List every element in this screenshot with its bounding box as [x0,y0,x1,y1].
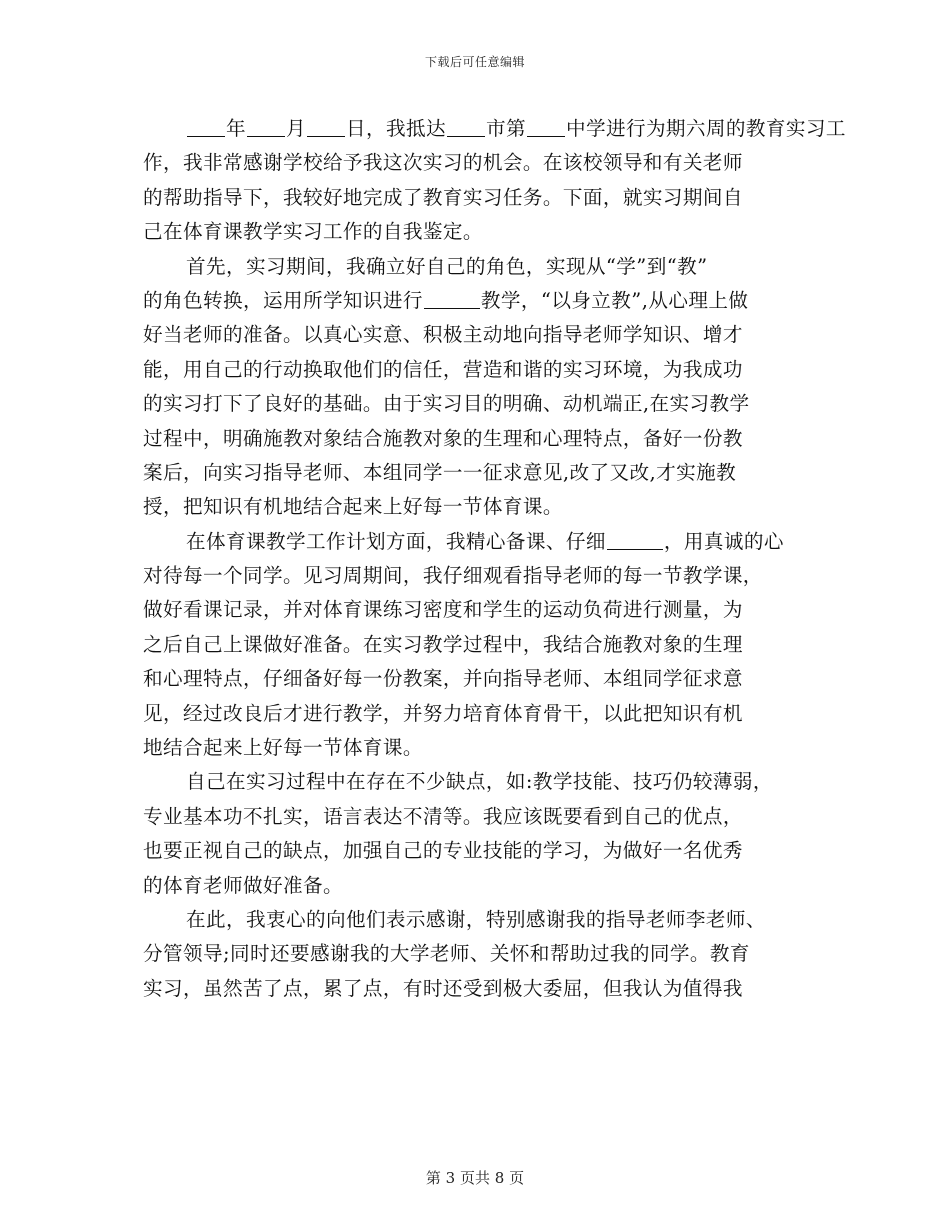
blank-line [247,116,285,137]
text-segment: ，用真诚的心 [663,529,784,553]
paragraph-3-line-2: 对待每一个同学。见习周期间，我仔细观看指导老师的每一节教学课， [143,564,763,588]
paragraph-5-line-3: 实习，虽然苦了点，累了点，有时还受到极大委屈，但我认为值得我 [143,976,743,1000]
text-segment: 日，我抵达 [346,117,446,140]
paragraph-3-line-6: 见，经过改良后才进行教学，并努力培育体育骨干，以此把知识有机 [143,701,743,725]
paragraph-3-line-1 [143,525,813,559]
paragraph-2-line-6: 过程中，明确施教对象结合施教对象的生理和心理特点，备好一份教 [143,426,743,450]
paragraph-2-line-8: 授，把知识有机地结合起来上好每一节体育课。 [143,495,563,519]
paragraph-2-line-4: 能，用自己的行动换取他们的信任，营造和谐的实习环境，为我成功 [143,357,743,381]
page-header: 下载后可任意编辑 [424,55,525,69]
blank-line [424,288,480,309]
paragraph-3-line-4: 之后自己上课做好准备。在实习教学过程中，我结合施教对象的生理 [143,632,743,656]
paragraph-4-line-1: 自己在实习过程中在存在不少缺点，如:教学技能、技巧仍较薄弱， [186,770,773,794]
paragraph-3-line-3: 做好看课记录，并对体育课练习密度和学生的运动负荷进行测量，为 [143,598,743,622]
text-segment: 年 [226,117,246,140]
paragraph-1-line-3: 的帮助指导下，我较好地完成了教育实习任务。下面，就实习期间自 [143,185,743,209]
text-segment: 市第 [485,117,526,140]
paragraph-3-line-5: 和心理特点，仔细备好每一份教案，并向指导老师、本组同学征求意 [143,667,743,691]
text-segment: 中学进行为期六周的教育实习工 [565,117,846,140]
paragraph-2-line-1: 首先，实习期间，我确立好自己的角色，实现从“学”到“教” [186,254,708,278]
paragraph-1-line-4: 己在体育课教学实习工作的自我鉴定。 [143,220,483,244]
text-segment: 在体育课教学工作计划方面，我精心备课、仔细 [186,529,606,553]
blank-line [607,529,663,550]
paragraph-2-line-5: 的实习打下了良好的基础。由于实习目的明确、动机端正,在实习教学 [143,392,750,416]
paragraph-5-line-1: 在此，我衷心的向他们表示感谢，特别感谢我的指导老师李老师、 [186,907,766,931]
text-segment: 教学，“以身立教”,从心理上做 [480,288,749,312]
paragraph-4-line-2: 专业基本功不扎实，语言表达不清等。我应该既要看到自己的优点， [143,804,743,828]
blank-line [527,116,565,137]
paragraph-1-line-2: 作，我非常感谢学校给予我这次实习的机会。在该校领导和有关老师 [143,151,743,175]
paragraph-2-line-2 [143,284,813,318]
paragraph-5-line-2: 分管领导;同时还要感谢我的大学老师、关怀和帮助过我的同学。教育 [143,942,750,966]
document-body [143,112,846,1006]
paragraph-2-line-3: 好当老师的准备。以真心实意、积极主动地向指导老师学知识、增才 [143,323,743,347]
text-segment: 月 [286,117,306,140]
paragraph-4-line-4: 的体育老师做好准备。 [143,873,343,897]
blank-line [307,116,345,137]
blank-line [187,116,225,137]
blank-line [447,116,485,137]
page-number: 第 3 页共 8 页 [425,1169,525,1187]
paragraph-4-line-3: 也要正视自己的缺点，加强自己的专业技能的学习，为做好一名优秀 [143,839,743,863]
text-segment: 的角色转换，运用所学知识进行 [143,288,423,312]
paragraph-3-line-7: 地结合起来上好每一节体育课。 [143,736,423,760]
paragraph-1-line-1 [143,112,846,146]
paragraph-2-line-7: 案后，向实习指导老师、本组同学一一征求意见,改了又改,才实施教 [143,460,737,484]
